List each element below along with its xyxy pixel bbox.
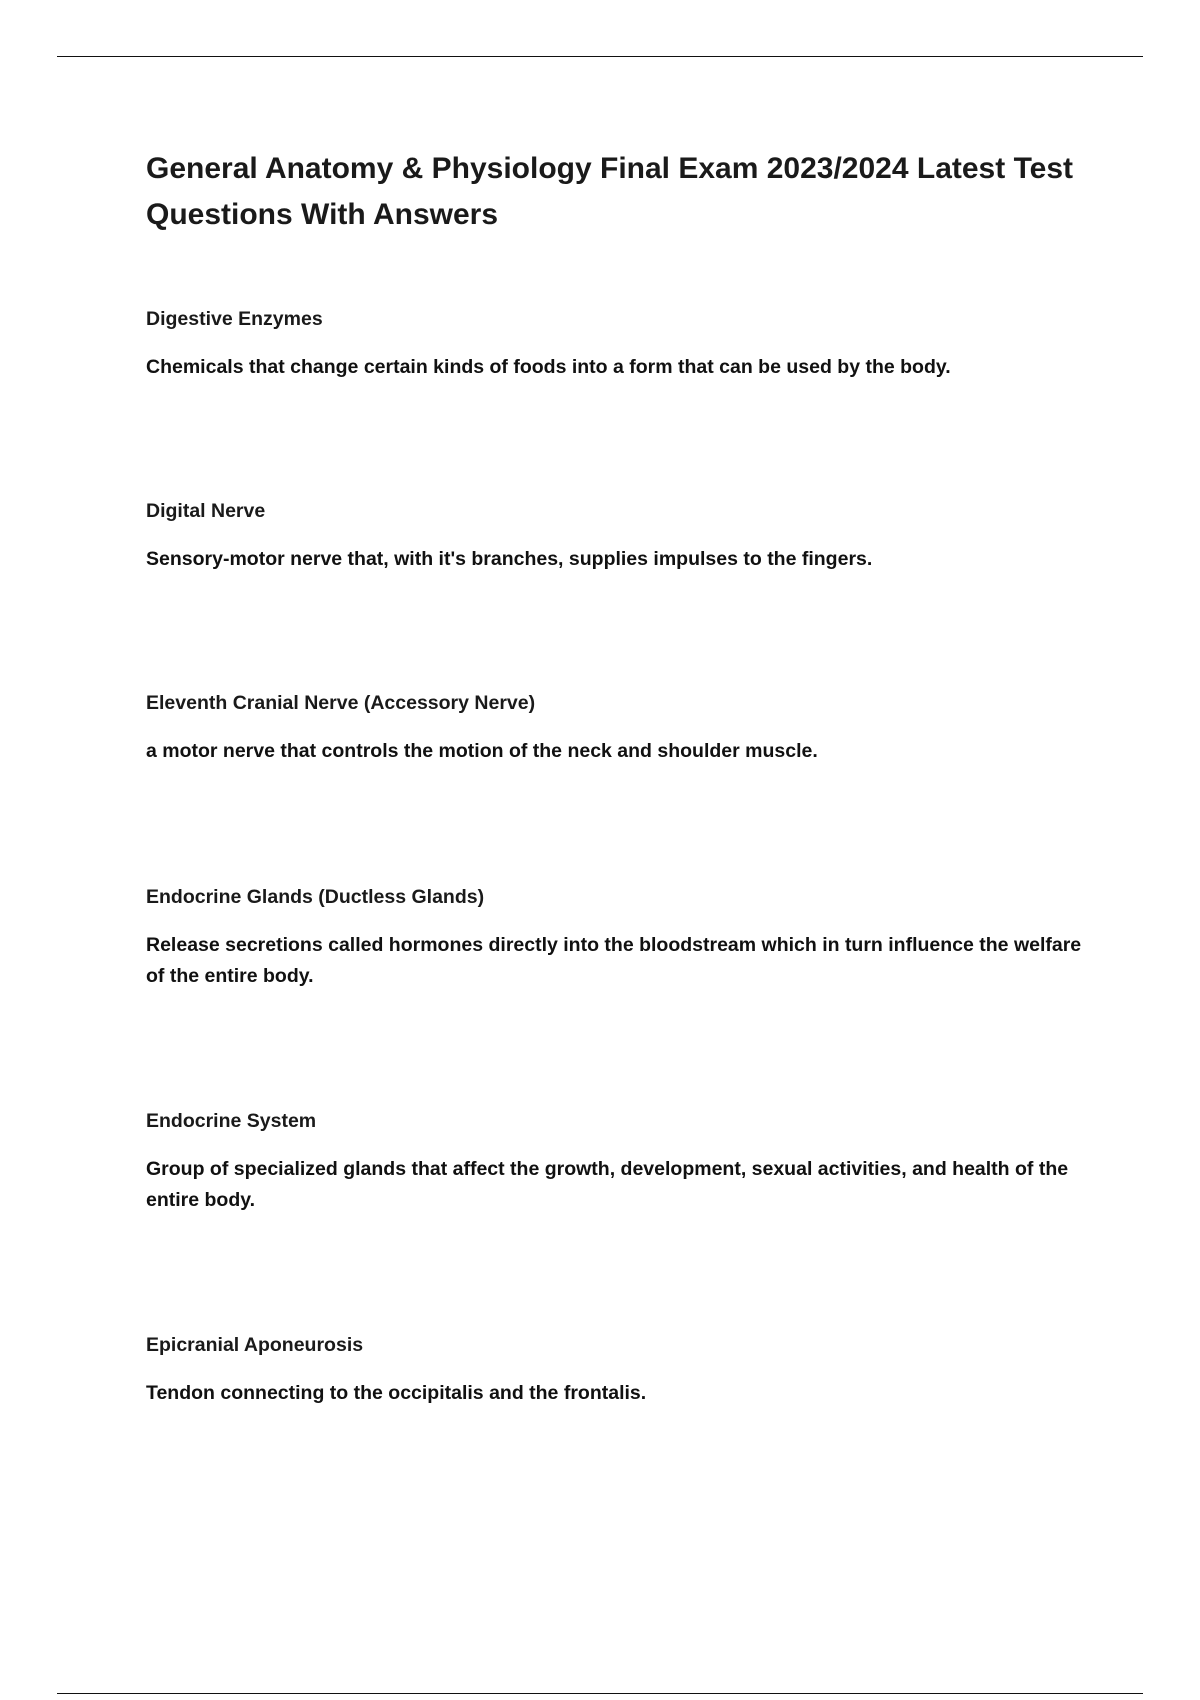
footer-rule <box>57 1693 1143 1694</box>
answer-definition: Release secretions called hormones directly into the bloodstream which in turn influence the welfare of the entire body. <box>146 934 1082 987</box>
qa-entry <box>146 883 1096 992</box>
question-term: Epicranial Aponeurosis <box>146 1334 364 1356</box>
question-term: Eleventh Cranial Nerve (Accessory Nerve) <box>146 692 536 714</box>
qa-entry <box>146 305 1096 383</box>
question-term: Endocrine System <box>146 1110 317 1132</box>
answer-definition: Group of specialized glands that affect the growth, development, sexual activities, and health of the entire body. <box>146 1158 1069 1211</box>
header-rule <box>57 56 1143 57</box>
qa-entry <box>146 1107 1096 1216</box>
answer-definition: Tendon connecting to the occipitalis and the frontalis. <box>146 1382 647 1404</box>
qa-entry <box>146 1331 1096 1409</box>
question-term: Digital Nerve <box>146 500 266 522</box>
question-term: Digestive Enzymes <box>146 308 323 330</box>
answer-definition: Sensory-motor nerve that, with it's branches, supplies impulses to the fingers. <box>146 548 873 570</box>
qa-entry <box>146 689 1096 767</box>
document-title: General Anatomy & Physiology Final Exam 2023/2024 Latest Test Questions With Answers <box>146 152 1074 231</box>
answer-definition: Chemicals that change certain kinds of foods into a form that can be used by the body. <box>146 356 951 378</box>
question-term: Endocrine Glands (Ductless Glands) <box>146 886 485 908</box>
qa-entry <box>146 497 1096 575</box>
answer-definition: a motor nerve that controls the motion of the neck and shoulder muscle. <box>146 740 818 762</box>
